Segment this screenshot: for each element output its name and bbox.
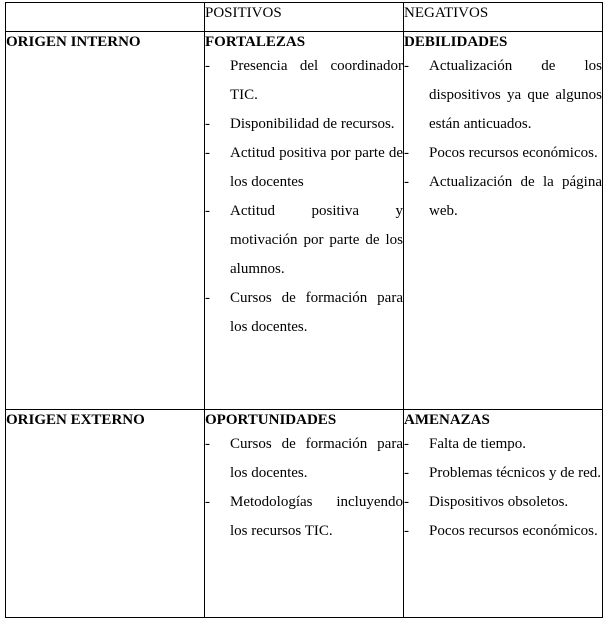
amenazas-list	[404, 430, 602, 546]
list-item-text: Pocos recursos económicos.	[429, 523, 598, 539]
list-item	[205, 52, 403, 110]
debilidades-title: DEBILIDADES	[404, 34, 508, 50]
header-negativos: NEGATIVOS	[404, 3, 603, 32]
cell-amenazas	[404, 410, 603, 618]
list-item	[404, 52, 602, 139]
fortalezas-list	[205, 52, 403, 342]
row-origen-interno	[6, 32, 603, 410]
header-empty-cell	[6, 3, 205, 32]
row-origen-externo	[6, 410, 603, 618]
header-positivos: POSITIVOS	[205, 3, 404, 32]
list-item	[404, 430, 602, 459]
list-item-text: Metodologías incluyendo los recursos TIC.	[230, 494, 403, 539]
list-item	[404, 488, 602, 517]
list-item	[205, 110, 403, 139]
dash-bullet: -	[205, 494, 210, 510]
list-item-text: Actitud positiva y motivación por parte de los alumnos.	[230, 203, 403, 277]
list-item-text: Cursos de formación para los docentes.	[230, 436, 403, 481]
dash-bullet: -	[205, 290, 210, 306]
dash-bullet: -	[205, 58, 210, 74]
list-item-text: Presencia del coordinador TIC.	[230, 58, 403, 103]
list-item	[404, 139, 602, 168]
list-item-text: Pocos recursos económicos.	[429, 145, 598, 161]
dash-bullet: -	[404, 58, 409, 74]
list-item-text: Falta de tiempo.	[429, 436, 527, 452]
list-item	[205, 488, 403, 546]
dash-bullet: -	[404, 494, 409, 510]
list-item	[205, 139, 403, 197]
dash-bullet: -	[205, 145, 210, 161]
list-item	[404, 517, 602, 546]
list-item	[404, 459, 602, 488]
dash-bullet: -	[205, 436, 210, 452]
swot-table	[5, 2, 603, 618]
amenazas-title: AMENAZAS	[404, 412, 490, 428]
row-label-interno: ORIGEN INTERNO	[6, 32, 205, 410]
list-item-text: Cursos de formación para los docentes.	[230, 290, 403, 335]
cell-oportunidades	[205, 410, 404, 618]
debilidades-list	[404, 52, 602, 226]
list-item-text: Problemas técnicos y de red.	[429, 465, 602, 481]
list-item-text: Actualización de la página web.	[429, 174, 602, 219]
list-item-text: Dispositivos obsoletos.	[429, 494, 569, 510]
list-item-text: Actitud positiva por parte de los docentes	[230, 145, 403, 190]
list-item	[205, 284, 403, 342]
cell-fortalezas	[205, 32, 404, 410]
row-label-externo: ORIGEN EXTERNO	[6, 410, 205, 618]
list-item-text: Disponibilidad de recursos.	[230, 116, 395, 132]
list-item	[205, 430, 403, 488]
dash-bullet: -	[404, 465, 409, 481]
oportunidades-list	[205, 430, 403, 546]
dash-bullet: -	[404, 523, 409, 539]
cell-debilidades	[404, 32, 603, 410]
dash-bullet: -	[404, 436, 409, 452]
list-item	[404, 168, 602, 226]
dash-bullet: -	[404, 174, 409, 190]
list-item	[205, 197, 403, 284]
dash-bullet: -	[205, 116, 210, 132]
header-row	[6, 3, 603, 32]
fortalezas-title: FORTALEZAS	[205, 34, 306, 50]
oportunidades-title: OPORTUNIDADES	[205, 412, 337, 428]
dash-bullet: -	[404, 145, 409, 161]
list-item-text: Actualización de los dispositivos ya que algunos están anticuados.	[429, 58, 602, 132]
dash-bullet: -	[205, 203, 210, 219]
